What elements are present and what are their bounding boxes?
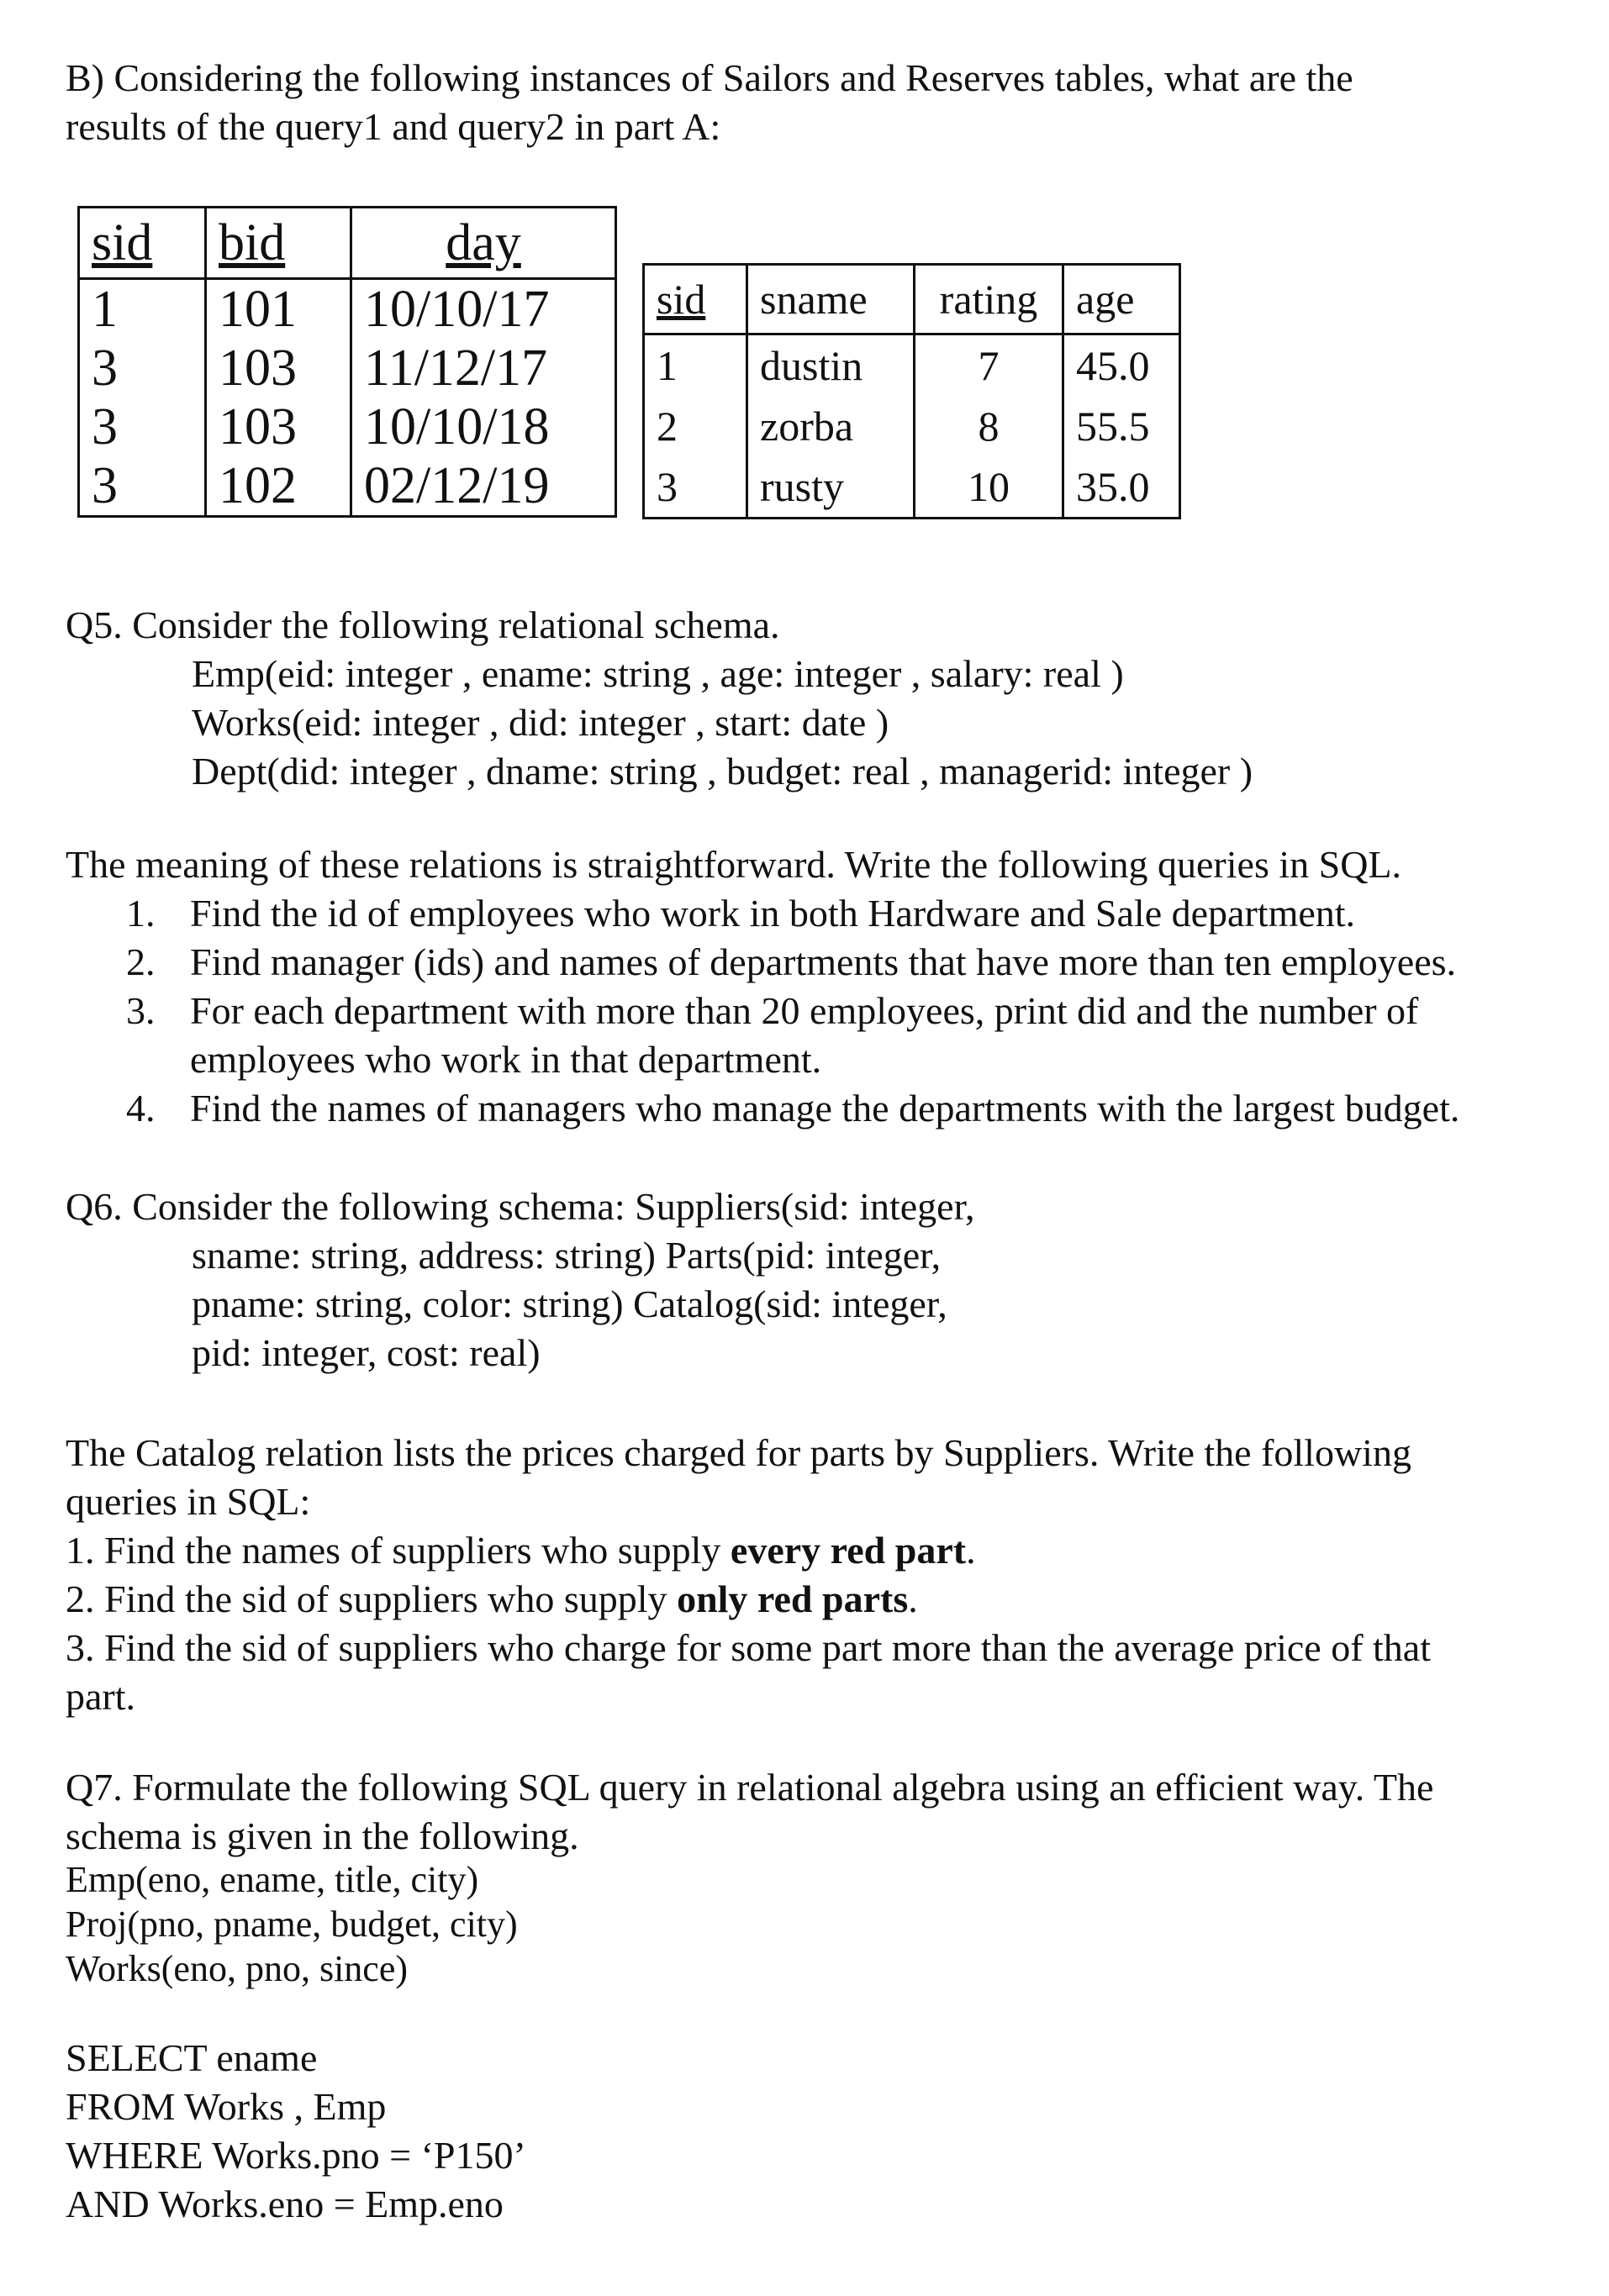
table-cell: 10/10/17 bbox=[351, 279, 616, 340]
q7-schema-proj: Proj(pno, pname, budget, city) bbox=[66, 1904, 518, 1945]
q7-schema-works: Works(eno, pno, since) bbox=[66, 1948, 409, 1989]
q7-line-2: schema is given in the following. bbox=[66, 1814, 579, 1857]
q7-sql-query bbox=[66, 2034, 1570, 2229]
table-row bbox=[644, 396, 1180, 456]
table-cell: 7 bbox=[915, 334, 1063, 397]
table-cell: 103 bbox=[206, 339, 351, 398]
q6-queries bbox=[66, 1429, 1570, 1721]
q6-item-3-line-2: part. bbox=[66, 1675, 136, 1718]
q6-item-3-line-1: 3. Find the sid of suppliers who charge for some part more than the average price of that bbox=[66, 1626, 1431, 1669]
table-cell: 11/12/17 bbox=[351, 339, 616, 398]
table-cell: 45.0 bbox=[1063, 334, 1180, 397]
sailors-header-sid: sid bbox=[644, 265, 747, 334]
reserves-table bbox=[77, 206, 617, 518]
table-cell: 10/10/18 bbox=[351, 398, 616, 456]
sailors-table bbox=[642, 263, 1181, 519]
reserves-header-day: day bbox=[351, 208, 616, 279]
table-row bbox=[79, 398, 616, 456]
sailors-header-row bbox=[644, 265, 1180, 334]
q6-item-1-end: . bbox=[966, 1529, 976, 1572]
table-cell: zorba bbox=[747, 396, 915, 456]
list-item-number: 3. bbox=[126, 989, 156, 1032]
table-cell: 3 bbox=[92, 340, 118, 397]
list-item-number: 4. bbox=[126, 1087, 156, 1130]
reserves-header-bid: bid bbox=[206, 208, 351, 279]
reserves-header-row bbox=[79, 208, 616, 279]
q5-schema-works: Works(eid: integer , did: integer , start: date ) bbox=[192, 701, 889, 744]
q5-intro: The meaning of these relations is straightforward. Write the following queries in SQL. bbox=[66, 843, 1402, 886]
table-cell: 35.0 bbox=[1063, 456, 1180, 519]
q6-question bbox=[66, 1182, 1570, 1377]
list-item-text: Find the id of employees who work in both Hardware and Sale department. bbox=[190, 892, 1356, 935]
list-item-text: Find the names of managers who manage the departments with the largest budget. bbox=[190, 1087, 1460, 1130]
q6-intro-1: The Catalog relation lists the prices charged for parts by Suppliers. Write the following bbox=[66, 1431, 1411, 1474]
sailors-header-age: age bbox=[1063, 265, 1180, 334]
q7-schema bbox=[66, 1857, 1570, 1991]
table-row bbox=[79, 339, 616, 398]
table-cell: 103 bbox=[206, 398, 351, 456]
q5-schema-emp: Emp(eid: integer , ename: string , age: integer , salary: real ) bbox=[192, 652, 1124, 695]
list-item bbox=[66, 889, 1570, 938]
q5-query-list bbox=[66, 889, 1570, 1133]
q6-line-4: pid: integer, cost: real) bbox=[192, 1331, 541, 1374]
table-cell: 1 bbox=[657, 342, 678, 389]
table-cell: 8 bbox=[915, 396, 1063, 456]
q6-item-2-bold: only red parts bbox=[677, 1577, 909, 1620]
list-item bbox=[66, 987, 1570, 1084]
sql-and: AND Works.eno = Emp.eno bbox=[66, 2183, 504, 2225]
q6-item-1-bold: every red part bbox=[730, 1529, 967, 1572]
q7-schema-emp: Emp(eno, ename, title, city) bbox=[66, 1859, 479, 1900]
part-b-line-1: B) Considering the following instances of Sailors and Reserves tables, what are the bbox=[66, 56, 1353, 99]
q6-item-1 bbox=[66, 1526, 1570, 1575]
q6-line-1: Q6. Consider the following schema: Suppliers(sid: integer, bbox=[66, 1185, 975, 1228]
list-item-text: For each department with more than 20 employees, print did and the number of employees who work in that department. bbox=[190, 989, 1419, 1081]
table-cell: 10 bbox=[915, 456, 1063, 519]
list-item bbox=[66, 938, 1570, 987]
sql-from: FROM Works , Emp bbox=[66, 2085, 387, 2128]
q5-title: Q5. Consider the following relational schema. bbox=[66, 603, 780, 646]
q7-question bbox=[66, 1763, 1570, 1861]
q7-line-1: Q7. Formulate the following SQL query in relational algebra using an efficient way. The bbox=[66, 1766, 1434, 1809]
sailors-header-sname: sname bbox=[747, 265, 915, 334]
table-row bbox=[79, 456, 616, 517]
part-b-question bbox=[66, 54, 1570, 151]
q6-item-2 bbox=[66, 1575, 1570, 1624]
q5-schema-dept: Dept(did: integer , dname: string , budget: real , managerid: integer ) bbox=[192, 750, 1253, 793]
table-row bbox=[79, 279, 616, 340]
table-cell: 55.5 bbox=[1063, 396, 1180, 456]
table-cell: 1 bbox=[92, 281, 118, 338]
table-cell: 101 bbox=[206, 279, 351, 340]
q6-line-3: pname: string, color: string) Catalog(sid: integer, bbox=[192, 1282, 947, 1325]
part-b-line-2: results of the query1 and query2 in part A: bbox=[66, 105, 721, 148]
table-cell: rusty bbox=[747, 456, 915, 519]
table-cell: 3 bbox=[657, 463, 678, 510]
sql-select: SELECT ename bbox=[66, 2036, 318, 2079]
q6-item-2-text: 2. Find the sid of suppliers who supply bbox=[66, 1577, 678, 1620]
table-cell: 3 bbox=[92, 457, 118, 514]
list-item bbox=[66, 1084, 1570, 1133]
list-item-number: 1. bbox=[126, 892, 156, 935]
list-item-number: 2. bbox=[126, 940, 156, 983]
q6-intro-2: queries in SQL: bbox=[66, 1480, 311, 1523]
sql-where: WHERE Works.pno = ‘P150’ bbox=[66, 2134, 526, 2177]
table-cell: 3 bbox=[92, 398, 118, 456]
list-item-text: Find manager (ids) and names of departments that have more than ten employees. bbox=[190, 940, 1457, 983]
q6-item-2-end: . bbox=[908, 1577, 918, 1620]
sailors-header-rating: rating bbox=[915, 265, 1063, 334]
q6-item-1-text: 1. Find the names of suppliers who supply bbox=[66, 1529, 731, 1572]
table-cell: 02/12/19 bbox=[351, 456, 616, 517]
q6-line-2: sname: string, address: string) Parts(pid: integer, bbox=[192, 1234, 942, 1277]
table-cell: 2 bbox=[657, 403, 678, 450]
reserves-header-sid: sid bbox=[79, 208, 206, 279]
q5-queries bbox=[66, 840, 1570, 1133]
table-cell: 102 bbox=[206, 456, 351, 517]
table-row bbox=[644, 334, 1180, 397]
table-cell: dustin bbox=[747, 334, 915, 397]
q5-question bbox=[66, 601, 1570, 796]
table-row bbox=[644, 456, 1180, 519]
